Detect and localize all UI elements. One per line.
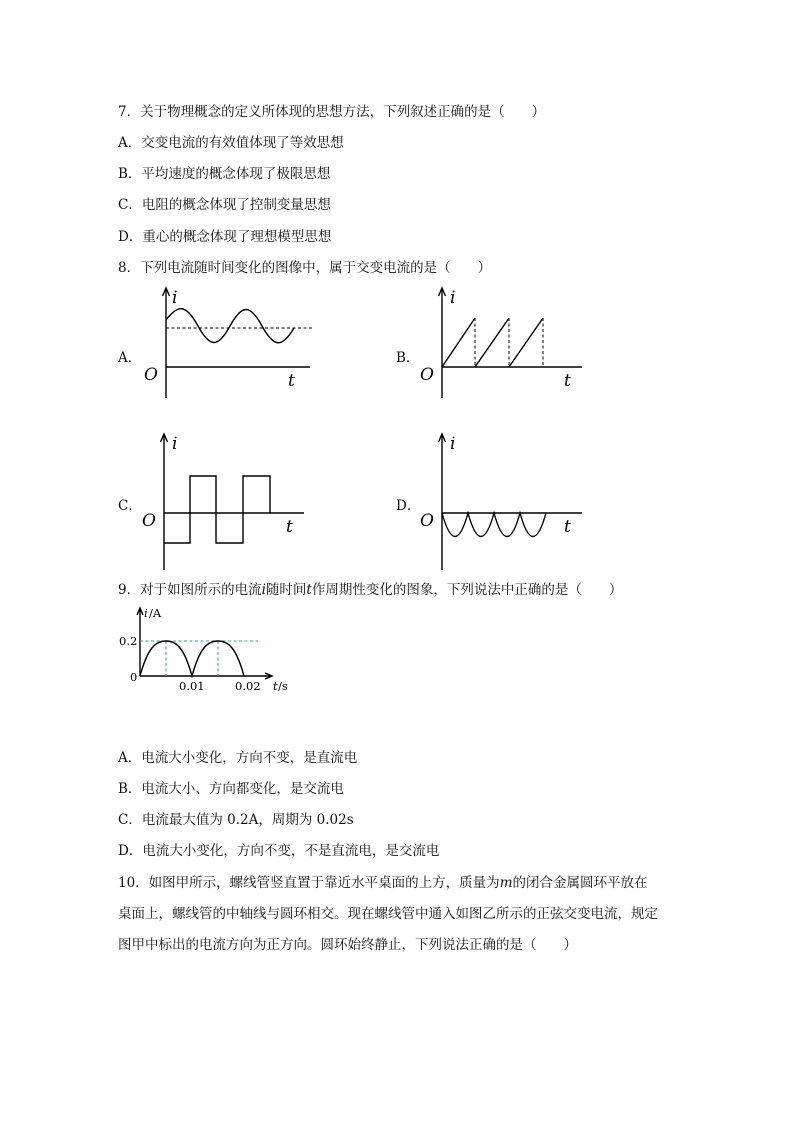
q9-var-t: t [306,582,312,598]
square-wave [164,476,270,543]
sawtooth-ramps [442,318,543,367]
rectified-sine-curve [140,641,244,676]
q10-var-m: m [499,875,513,891]
q10-line-2: 桌面上，螺线管的中轴线与圆环相交。现在螺线管中通入如图乙所示的正弦交变电流，规定 [118,906,658,922]
origin-label: O [144,365,158,385]
axis-i-label: i [172,434,178,454]
ylabel-unit: /A [149,606,162,620]
xlabel-unit: /s [278,679,288,693]
q8-graph-a [140,286,320,401]
axis-t-label: t [286,517,293,537]
q7-stem: 7．关于物理概念的定义所体现的思想方法，下列叙述正确的是（ ） [118,104,546,120]
q9-graph [118,604,308,704]
xlabel-t: t [273,679,278,693]
q8-graph-c [140,432,320,572]
q8-graph-b [418,286,598,401]
q9-var-i: i [261,582,266,598]
q9-option-a: A．电流大小变化，方向不变，是直流电 [118,750,358,766]
origin-label: O [142,511,156,531]
x-tick-label-2: 0.02 [235,679,261,693]
peak-dashed-lines [166,641,218,676]
negative-arcs [442,513,546,537]
axis-i-label: i [450,434,456,454]
q10-line-1: 10．如图甲所示，螺线管竖直置于靠近水平桌面的上方，质量为m的闭合金属圆环平放在 [118,875,648,891]
q10-line-3: 图甲中标出的电流方向为正方向。圆环始终静止，下列说法正确的是（ ） [118,937,577,953]
q7-option-c: C．电阻的概念体现了控制变量思想 [118,197,331,213]
q9-option-d: D．电流大小变化，方向不变，不是直流电，是交流电 [118,843,440,859]
q9-stem: 9．对于如图所示的电流i随时间t作周期性变化的图象，下列说法中正确的是（ ） [118,582,623,598]
q8-label-a: A． [118,350,142,366]
q8-label-b: B． [396,350,420,366]
y-tick-label: 0.2 [119,634,138,648]
q9-option-b: B．电流大小、方向都变化，是交流电 [118,781,344,797]
q9-option-c: C．电流最大值为 0.2A，周期为 0.02s [118,812,354,828]
q7-option-b: B．平均速度的概念体现了极限思想 [118,166,331,182]
q7-option-d: D．重心的概念体现了理想模型思想 [118,229,332,245]
origin-label: 0 [130,670,138,684]
axis-i-label: i [172,288,178,308]
q8-label-d: D． [396,498,421,514]
axis-t-label: t [564,517,571,537]
origin-label: O [420,365,434,385]
sine-curve [166,309,294,343]
axis-i-label: i [450,288,456,308]
x-tick-label-1: 0.01 [179,679,205,693]
origin-label: O [420,511,434,531]
ylabel-i: i [144,606,148,620]
q8-stem: 8．下列电流随时间变化的图像中，属于交变电流的是（ ） [118,260,492,276]
sawtooth-drops [475,318,543,367]
axis-t-label: t [564,371,571,391]
q7-option-a: A．交变电流的有效值体现了等效思想 [118,135,344,151]
q8-label-c: C． [118,498,142,514]
axis-t-label: t [288,371,295,391]
q8-graph-d [418,432,598,572]
